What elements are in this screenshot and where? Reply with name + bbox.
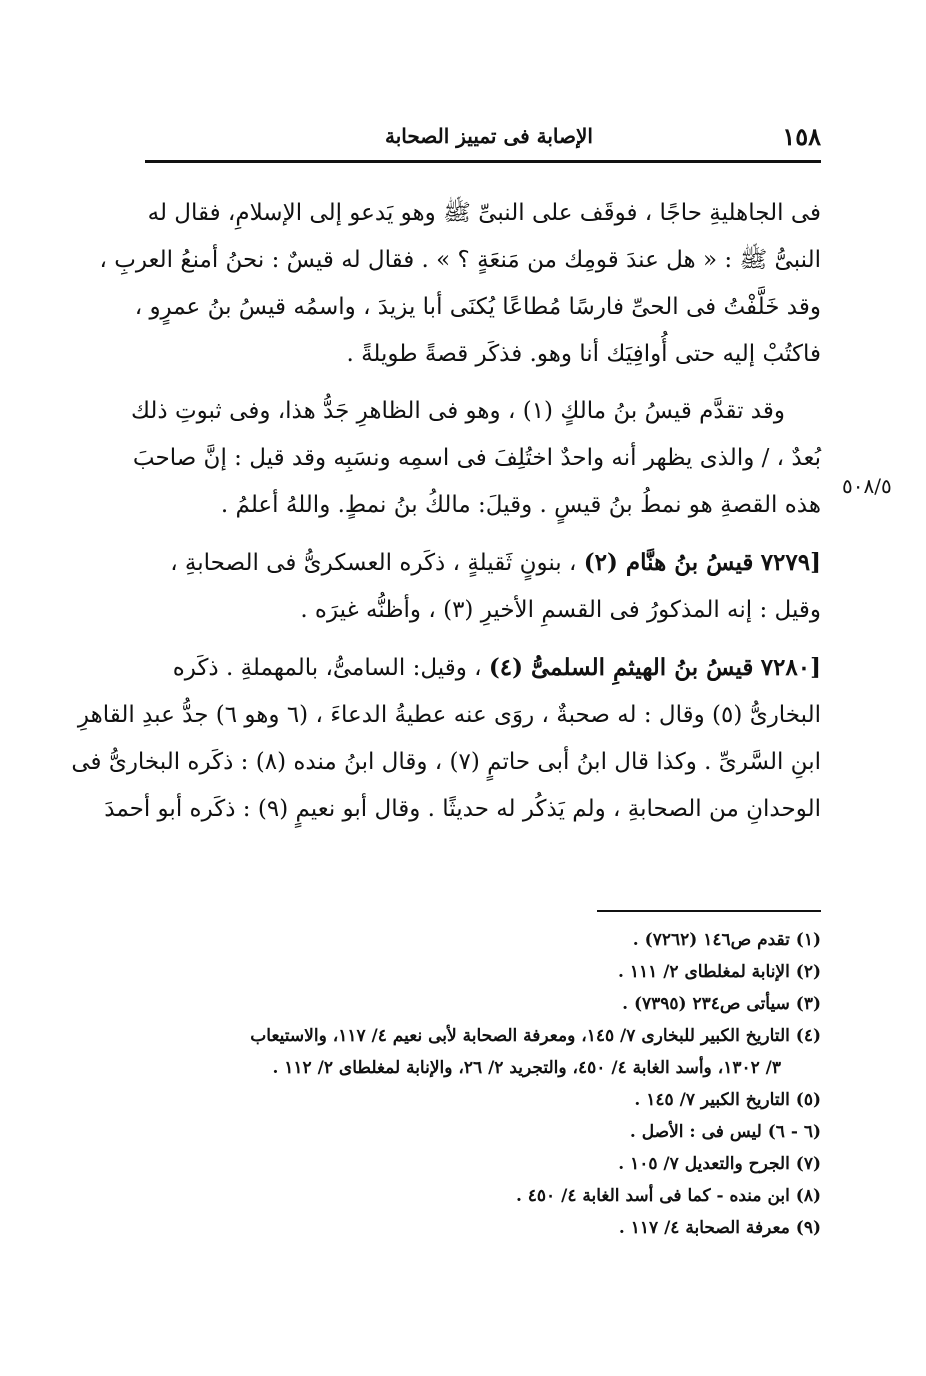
page-header <box>145 122 821 152</box>
entry-name: قيسُ بنُ الهيثمِ السلمىُّ (٤) <box>488 654 754 681</box>
footnote: (١) تقدم ص١٤٦ (٧٢٦٢) . <box>632 930 821 950</box>
margin-reference: ٥٠٨/٥ <box>842 474 892 498</box>
footnotes <box>140 924 821 1244</box>
text-line: فاكتُبْ إليه حتى أُوافِيَك أنا وهو. فذكَر قصةً طويلةً . <box>346 341 821 367</box>
text-line: بُعدٌ ، / والذى يظهر أنه واحدٌ اختُلِفَ فى اسمِه ونسَبِه وقد قيل : إنَّ صاحبَ <box>132 445 821 471</box>
entry-heading-line <box>145 539 821 587</box>
entry-heading-line <box>145 644 821 692</box>
text-line: فى الجاهليةِ حاجًا ، فوقَف على النبىِّ ﷺ وهو يَدعو إلى الإسلامِ، فقال له <box>147 200 821 226</box>
footnote: (٨) ابن منده - كما فى أسد الغابة ٤/ ٤٥٠ . <box>515 1186 821 1206</box>
footnote: (٤) التاريخ الكبير للبخارى ٧/ ١٤٥، ومعرفة الصحابة لأبى نعيم ٤/ ١١٧، والاستيعاب <box>250 1026 821 1046</box>
footnote: (٩) معرفة الصحابة ٤/ ١١٧ . <box>618 1218 821 1238</box>
entry-text: ، بنونٍ ثَقيلةٍ ، ذكَره العسكرىُّ فى الصحابةِ ، <box>170 550 584 576</box>
paragraph-1 <box>99 190 821 378</box>
text-line: النبىُّ ﷺ : « هل عندَ قومِك من مَنعَةٍ ؟ » . فقال له قيسٌ : نحنُ أمنعُ العربِ ، <box>99 247 821 273</box>
footnote-continuation: ٣/ ١٣٠٢، وأسد الغابة ٤/ ٤٥٠، والتجريد ٢/ ٢٦، والإنابة لمغلطاى ٢/ ١١٢ . <box>272 1058 781 1078</box>
paragraph-2 <box>131 388 821 529</box>
main-text <box>71 190 821 843</box>
header-rule <box>145 160 821 163</box>
footnote: (٧) الجرح والتعديل ٧/ ١٠٥ . <box>618 1154 821 1174</box>
entry-text: ، وقيل: السامىُّ، بالمهملةِ . ذكَره <box>172 655 489 681</box>
text-line: البخارىُّ (٥) وقال : له صحبةٌ ، روَى عنه عطيةُ الدعاءَ ، (٦ وهو ٦) جدُّ عبدِ القاهرِ <box>77 702 821 728</box>
footnote: (٥) التاريخ الكبير ٧/ ١٤٥ . <box>634 1090 821 1110</box>
text-line: ابنِ السَّرىِّ . وكذا قال ابنُ أبى حاتمٍ (٧) ، وقال ابنُ منده (٨) : ذكَره البخارىُّ فى <box>71 749 821 775</box>
text-line: وقد تقدَّم قيسُ بنُ مالكٍ (١) ، وهو فى الظاهرِ جَدُّ هذا، وفى ثبوتِ ذلك <box>131 398 785 424</box>
footnote-rule <box>597 910 821 912</box>
footnote: (٣) سيأتى ص٢٣٤ (٧٣٩٥) . <box>622 994 821 1014</box>
footnote: (٢) الإنابة لمغلطاى ٢/ ١١١ . <box>618 962 821 982</box>
entry-7280 <box>71 644 821 833</box>
text-line: الوحدانِ من الصحابةِ ، ولم يَذكُر له حديثًا . وقال أبو نعيمٍ (٩) : ذكَره أبو أحمدَ <box>104 796 821 822</box>
text-line: هذه القصةِ هو نمطُ بنُ قيسٍ . وقيلَ: مالكُ بنُ نمطٍ. واللهُ أعلمُ . <box>220 492 821 518</box>
entry-name: قيسُ بنُ هنَّام (٢) <box>583 549 754 576</box>
text-line: وقد خَلَّفْتُ فى الحىِّ فارسًا مُطاعًا يُكنَى أبا يزيدَ ، واسمُه قيسُ بنُ عمرٍو ، <box>134 294 821 320</box>
entry-number: [٧٢٨٠ <box>760 654 821 681</box>
page-number: ١٥٨ <box>782 122 821 151</box>
book-title: الإصابة فى تمييز الصحابة <box>385 124 593 148</box>
entry-number: [٧٢٧٩ <box>760 549 821 576</box>
text-line: وقيل : إنه المذكورُ فى القسمِ الأخيرِ (٣) ، وأظنُّه غيرَه . <box>300 597 821 623</box>
footnote: (٦ - ٦) ليس فى : الأصل . <box>629 1122 821 1142</box>
entry-7279 <box>145 539 821 634</box>
